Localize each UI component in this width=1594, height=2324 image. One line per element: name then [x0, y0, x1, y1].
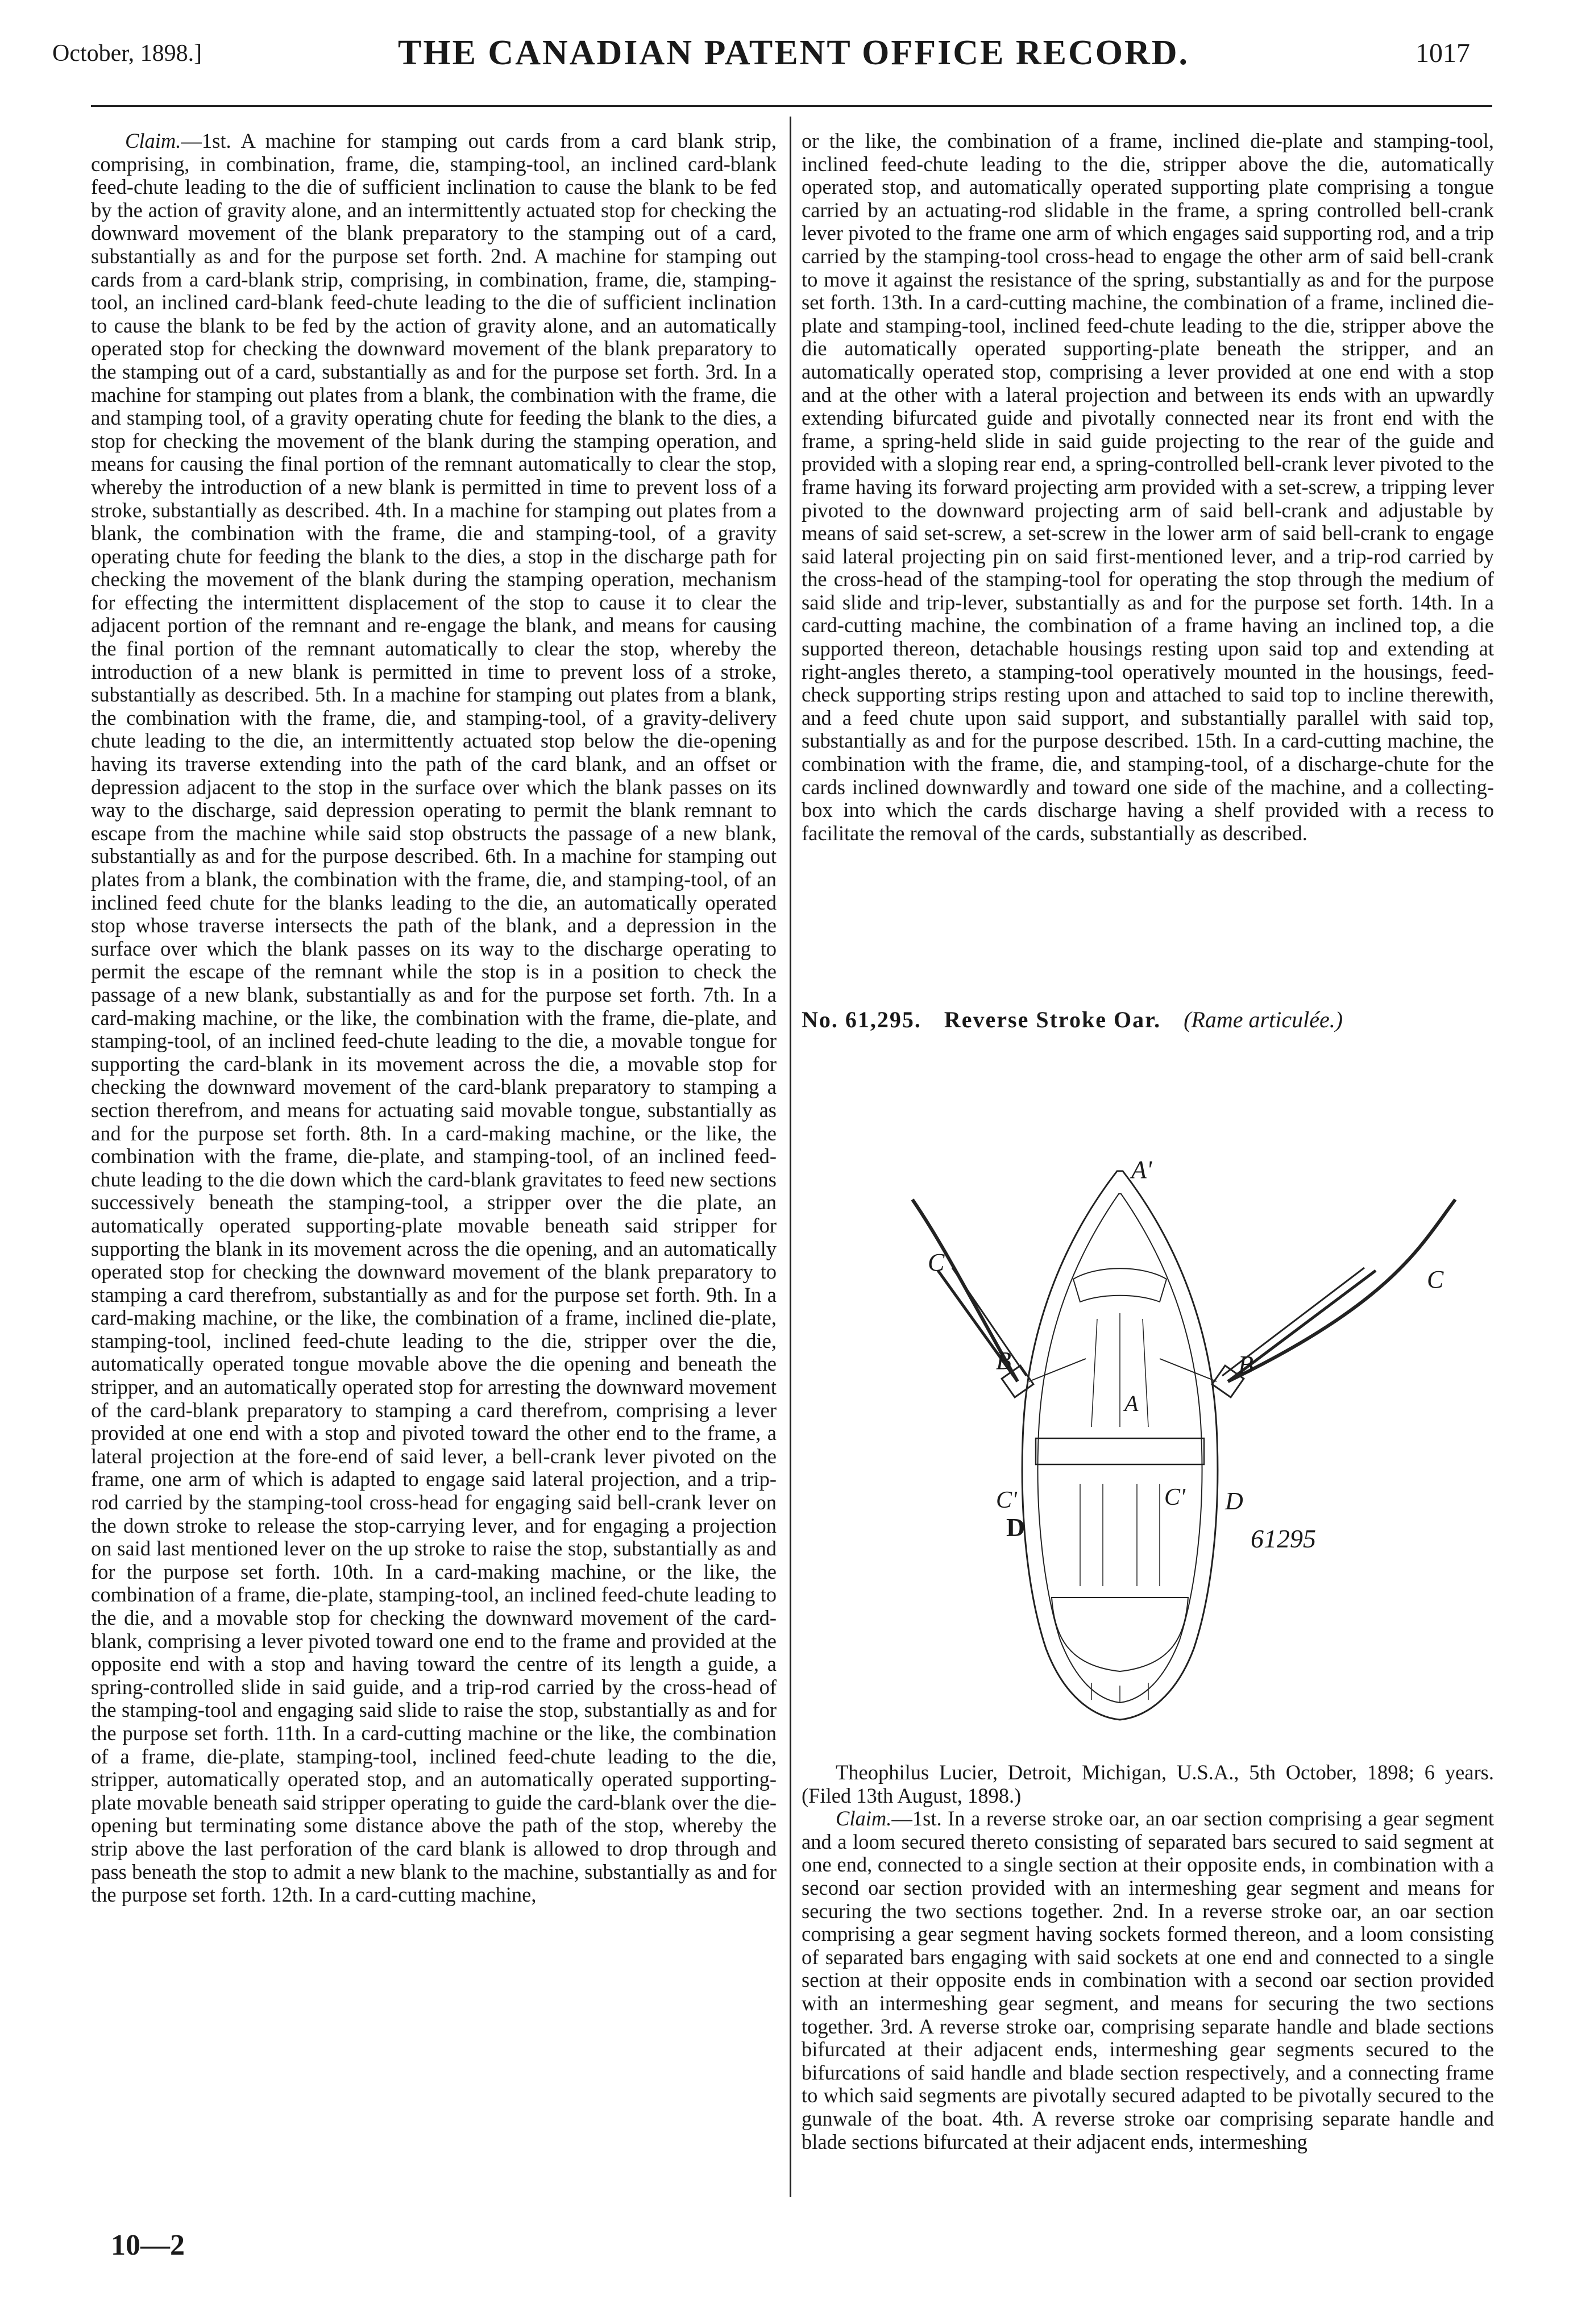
oar-boat-drawing — [853, 1131, 1501, 1751]
patent-title: Reverse Stroke Oar. — [944, 1007, 1161, 1032]
column-divider — [790, 117, 791, 2197]
oar-claim-label: Claim. — [836, 1807, 892, 1831]
figure-label-d-right: D — [1225, 1487, 1243, 1515]
figure-label-a: A — [1124, 1391, 1139, 1416]
claim-label: Claim. — [125, 130, 181, 152]
claims-text: —1st. A machine for stamping out cards from a card blank strip, comprising, in combination, frame, die, stamping-tool, an inclined card-blank feed-chute leading to the die of sufficient inclination to cause the blank to be fed by the action of gravity alone, and an intermittently actuated stop for checking the downward movement of the blank preparatory to the stamping out of a card, substantially as and for the purpose set forth. 2nd. A machine for stamping out cards from a card-blank strip, comprising, in combination, frame, die, stamping-tool, an inclined card-blank feed-chute leading to the die of sufficient inclination to cause the blank to be fed by the action of gravity alone, and an automatically operated stop for checking the downward movement of the blank preparatory to the stamping out of a card, substantially as and for the purpose set forth. 3rd. In a machine for stamping out plates from a blank, the combination with the frame, die and stamping tool, of a gravity operating chute for feeding the blank to the dies, a stop for checking the movement of the blank during the stamping operation, and means for causing the final portion of the remnant automatically to clear the stop, whereby the introduction of a new blank is permitted in time to prevent loss of a stroke, substantially as described. 4th. In a machine for stamping out plates from a blank, the combination with the frame, die and stamping-tool, of a gravity operating chute for feeding the blank to the dies, a stop in the discharge path for checking the movement of the blank during the stamping operation, mechanism for effecting the intermittent displacement of the stop to cause it to clear the adjacent portion of the remnant and re-engage the blank, and means for causing the final portion of the remnant automatically to clear the stop, whereby the introduction of a new blank is permitted in time to prevent loss of a stroke, substantially as described. 5th. In a machine for stamping out plates from a blank, the combination with the frame, die, and stamping-tool, of a gravity-delivery chute leading to the die, an intermittently actuated stop below the die-opening having its traverse extending into the path of the card blank, and an offset or depression adjacent to the stop in the surface over which the blank passes on its way to the discharge, said depression operating to permit the blank remnant to escape from the machine while said stop obstructs the passage of a new blank, substantially as and for the purpose described. 6th. In a machine for stamping out plates from a blank, the combination with the frame, die, and stamping-tool, of an inclined feed chute for the blanks leading to the die, an automatically operated stop whose traverse intersects the path of the blank, and a depression in the surface over which the blank passes on its way to the discharge operating to permit the escape of the remnant while the stop is in a position to check the passage of a new blank, substantially as and for the purpose set forth. 7th. In a card-making machine, or the like, the combination with the frame, die-plate, and stamping-tool, of an inclined feed-chute leading to the die, a movable tongue for supporting the card-blank in its movement across the die, a movable stop for checking the downward movement of the card-blank preparatory to stamping a section therefrom, and means for actuating said movable tongue, substantially as and for the purpose set forth. 8th. In a card-making machine, or the like, the combination with the frame, die-plate, and stamping-tool, of an inclined feed-chute leading to the die down which the card-blank gravitates to feed new sections successively beneath the stamping-tool, a stripper over the die plate, an automatically operated supporting-plate movable beneath said stripper for supporting the blank in its movement across the die opening, and an automatically operated stop for checking the downward movement of the blank preparatory to stamping a card therefrom, substantially as and for the purpose set forth. 9th. In a card-making machine, or the like, the combination of a frame, inclined die-plate, stamping-tool, inclined feed-chute leading to the die, stripper over the die, automatically operated tongue movable above the die opening and beneath the stripper, and an automatically operated stop for arresting the downward movement of the card-blank preparatory to stamping a card therefrom, comprising a lever provided at one end with a stop and pivoted toward the other end to the frame, a lateral projection at the fore-end of said lever, a bell-crank lever pivoted on the frame, one arm of which is adapted to engage said lateral projection, and a trip-rod carried by the stamping-tool cross-head for engaging said bell-crank lever on the down stroke to release the stop-carrying lever, and for engaging a projection on said last mentioned lever on the up stroke to raise the stop, substantially as and for the purpose set forth. 10th. In a card-making machine, or the like, the combination of a frame, die-plate, stamping-tool, an inclined feed-chute leading to the die, and a movable stop for checking the downward movement of the card-blank, comprising a lever pivoted toward one end to the frame and provided at the opposite end with a stop and having toward the centre of its length a guide, a spring-controlled slide in said guide, and a trip-rod carried by the cross-head of the stamping-tool and engaging said slide to raise the stop, substantially as and for the purpose set forth. 11th. In a card-cutting machine or the like, the combination of a frame, die-plate, stamping-tool, inclined feed-chute leading to the die, stripper, automatically operated stop, and an automatically operated supporting-plate movable beneath said stripper operating to guide the card-blank over the die-opening but terminating some distance above the path of the stop, whereby the strip above the last perforation of the card blank is allowed to drop through and pass beneath the stop to admit a new blank to the machine, substantially as and for the purpose set forth. 12th. In a card-cutting machine, — [91, 130, 777, 1907]
applicant-line: Theophilus Lucier, Detroit, Michigan, U.S.A., 5th October, 1898; 6 years. (Filed 13th August, 1898.) — [802, 1761, 1494, 1807]
figure-label-c-prime-left: C' — [996, 1487, 1017, 1513]
figure-label-d-left: D — [1006, 1513, 1026, 1542]
figure-label-b-left: B — [996, 1347, 1011, 1375]
figure-label-c-right: C — [1427, 1265, 1444, 1293]
header-title: THE CANADIAN PATENT OFFICE RECORD. — [398, 34, 1190, 72]
oar-claims-text: —1st. In a reverse stroke oar, an oar section comprising a gear segment and a loom secured thereto consisting of separated bars secured to said segment at one end, connected to a single section at their opposite ends, in combination with a second oar section provided with an intermeshing gear segment and means for securing the two sections together. 2nd. In a reverse stroke oar, an oar section comprising a gear segment having sockets formed thereon, and a loom consisting of separated bars engaging with said sockets at one end and connected to a single section at their opposite ends in combination with a second oar section provided with an intermeshing gear segment, and means for securing the two sections together. 3rd. A reverse stroke oar, comprising separate handle and blade sections bifurcated at their adjacent ends, intermeshing gear segments secured to the bifurcations of said handle and blade section respectively, and a connecting frame to which said segments are pivotally secured adapted to be pivotally secured to the gunwale of the boat. 4th. A reverse stroke oar comprising separate handle and blade sections bifurcated at their adjacent ends, intermeshing — [802, 1807, 1494, 2153]
patent-heading — [802, 1006, 1494, 1033]
patent-number: No. 61,295. — [802, 1007, 921, 1032]
figure-label-c-prime-right: C' — [1164, 1484, 1185, 1510]
page-number: 1017 — [1415, 38, 1470, 68]
claims-continuation: or the like, the combination of a frame, inclined die-plate and stamping-tool, inclined feed-chute leading to the die, stripper above the die, automatically operated stop, and automatically operated supporting plate comprising a tongue carried by an actuating-rod slidable in the frame, a spring controlled bell-crank lever pivoted to the frame one arm of which engages said supporting rod, and a trip carried by the stamping-tool cross-head to engage the other arm of said bell-crank to move it against the resistance of the spring, substantially as and for the purpose set forth. 13th. In a card-cutting machine, the combination of a frame, inclined die-plate and stamping-tool, inclined feed-chute leading to the die, stripper above the die automatically operated supporting-plate beneath the stripper, and an automatically operated stop, comprising a lever provided at one end with a stop and at the other with a lateral projection and between its ends with an upwardly extending bifurcated guide and pivotally connected near its front end with the frame, a spring-held slide in said guide projecting to the rear of the guide and provided with a sloping rear end, a spring-controlled bell-crank lever pivoted to the frame having its forward projecting arm provided with a set-screw, a tripping lever pivoted to the downward projecting arm of said bell-crank and adjustable by means of said set-screw, a set-screw in the lower arm of said bell-crank to engage said lateral projecting pin on said first-mentioned lever, and a trip-rod carried by the cross-head of the stamping-tool for operating the stop through the medium of said slide and trip-lever, substantially as and for the purpose set forth. 14th. In a card-cutting machine, the combination of a frame having an inclined top, a die supported thereon, detachable housings resting upon said top and extending at right-angles thereto, a stamping-tool operatively mounted in the housings, feed-check supporting strips resting upon and attached to said top to incline therewith, and a feed chute upon said support, and substantially parallel with said top, substantially as and for the purpose described. 15th. In a card-cutting machine, the combination with the frame, die, and stamping-tool, of a discharge-chute for the cards inclined downwardly and toward one side of the machine, and a collecting-box into which the cards discharge having a shelf provided with a recess to facilitate the removal of the cards, substantially as described. — [802, 130, 1494, 845]
header-rule — [91, 105, 1492, 107]
figure-label-c-left: C — [928, 1248, 945, 1276]
figure-label-b-right: B — [1238, 1351, 1253, 1379]
signature-mark: 10—2 — [111, 2229, 185, 2261]
oar-claims-paragraph — [802, 1807, 1494, 2153]
figure-number-label: 61295 — [1251, 1524, 1316, 1553]
patent-french-title: (Rame articulée.) — [1184, 1007, 1343, 1032]
figure-label-top: A' — [1131, 1156, 1152, 1184]
right-column-bottom — [802, 1761, 1494, 2199]
claims-paragraph — [91, 130, 777, 1907]
right-column-top — [802, 130, 1494, 994]
header-date: October, 1898.] — [52, 40, 202, 67]
left-column — [91, 130, 777, 2199]
